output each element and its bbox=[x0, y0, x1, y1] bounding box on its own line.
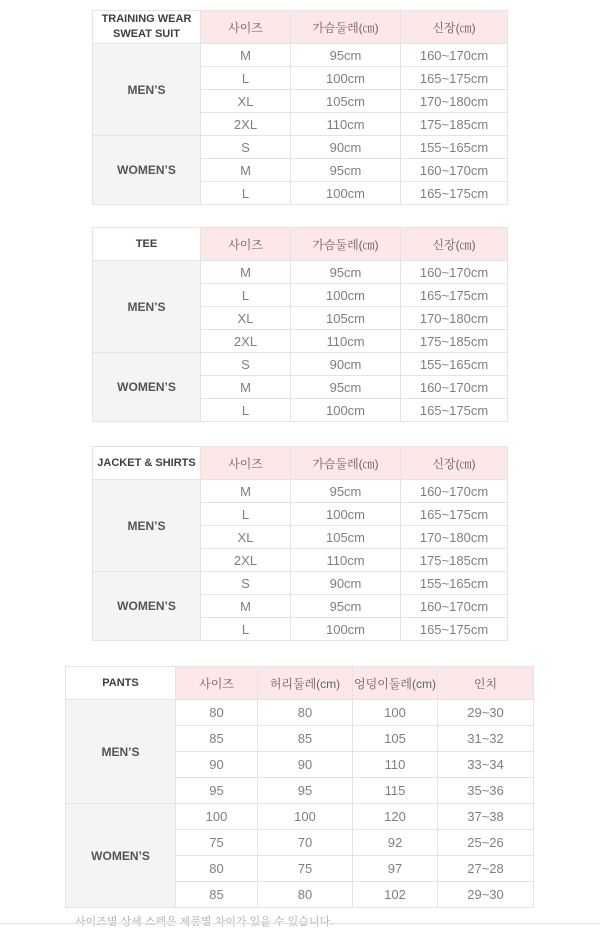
column-header-chest: 가슴둘레(㎝) bbox=[291, 11, 401, 44]
table-row bbox=[93, 44, 508, 67]
column-header-hip: 엉덩이둘레(cm) bbox=[353, 667, 438, 700]
cell-size: 2XL bbox=[201, 549, 291, 572]
cell-size: L bbox=[201, 284, 291, 307]
cell-height: 160~170cm bbox=[401, 376, 508, 399]
cell-chest: 95cm bbox=[291, 595, 401, 618]
cell-size: 85 bbox=[176, 882, 258, 908]
cell-inch: 25~26 bbox=[438, 830, 534, 856]
cell-chest: 110cm bbox=[291, 330, 401, 353]
cell-waist: 80 bbox=[258, 882, 353, 908]
cell-inch: 37~38 bbox=[438, 804, 534, 830]
column-header-waist: 허리둘레(cm) bbox=[258, 667, 353, 700]
cell-waist: 70 bbox=[258, 830, 353, 856]
cell-size: 75 bbox=[176, 830, 258, 856]
cell-hip: 120 bbox=[353, 804, 438, 830]
cell-chest: 110cm bbox=[291, 549, 401, 572]
group-cell-womens: WOMEN’S bbox=[66, 804, 176, 908]
table-header-row bbox=[93, 447, 508, 480]
cell-size: 80 bbox=[176, 856, 258, 882]
size-table-pants bbox=[65, 666, 534, 908]
cell-size: 2XL bbox=[201, 113, 291, 136]
cell-height: 165~175cm bbox=[401, 618, 508, 641]
cell-waist: 75 bbox=[258, 856, 353, 882]
cell-chest: 95cm bbox=[291, 159, 401, 182]
cell-height: 160~170cm bbox=[401, 480, 508, 503]
table-row bbox=[93, 261, 508, 284]
cell-size: 95 bbox=[176, 778, 258, 804]
group-cell-mens: MEN’S bbox=[93, 44, 201, 136]
cell-chest: 110cm bbox=[291, 113, 401, 136]
cell-height: 165~175cm bbox=[401, 284, 508, 307]
group-cell-womens: WOMEN’S bbox=[93, 136, 201, 205]
cell-height: 170~180cm bbox=[401, 90, 508, 113]
group-cell-mens: MEN’S bbox=[66, 700, 176, 804]
table-row bbox=[93, 136, 508, 159]
table-title: JACKET & SHIRTS bbox=[93, 447, 201, 480]
cell-height: 165~175cm bbox=[401, 182, 508, 205]
size-table-training-wear-sweat-suit bbox=[92, 10, 508, 205]
table-title: PANTS bbox=[66, 667, 176, 700]
cell-waist: 85 bbox=[258, 726, 353, 752]
cell-waist: 100 bbox=[258, 804, 353, 830]
table-title: TEE bbox=[93, 228, 201, 261]
cell-height: 160~170cm bbox=[401, 159, 508, 182]
cell-chest: 105cm bbox=[291, 526, 401, 549]
cell-size: L bbox=[201, 67, 291, 90]
table-row bbox=[93, 353, 508, 376]
cell-size: M bbox=[201, 376, 291, 399]
cell-hip: 92 bbox=[353, 830, 438, 856]
size-table-jacket-shirts bbox=[92, 446, 508, 641]
column-header-size: 사이즈 bbox=[201, 228, 291, 261]
column-header-height: 신장(㎝) bbox=[401, 228, 508, 261]
cell-size: XL bbox=[201, 526, 291, 549]
cell-size: 100 bbox=[176, 804, 258, 830]
cell-height: 175~185cm bbox=[401, 113, 508, 136]
cell-size: 80 bbox=[176, 700, 258, 726]
cell-hip: 100 bbox=[353, 700, 438, 726]
cell-chest: 95cm bbox=[291, 376, 401, 399]
bottom-divider bbox=[0, 923, 600, 924]
cell-size: XL bbox=[201, 90, 291, 113]
cell-size: 85 bbox=[176, 726, 258, 752]
column-header-chest: 가슴둘레(㎝) bbox=[291, 447, 401, 480]
cell-hip: 105 bbox=[353, 726, 438, 752]
cell-chest: 90cm bbox=[291, 353, 401, 376]
cell-height: 155~165cm bbox=[401, 353, 508, 376]
cell-chest: 105cm bbox=[291, 307, 401, 330]
table-row bbox=[93, 480, 508, 503]
column-header-size: 사이즈 bbox=[201, 11, 291, 44]
cell-inch: 33~34 bbox=[438, 752, 534, 778]
cell-inch: 29~30 bbox=[438, 882, 534, 908]
cell-height: 155~165cm bbox=[401, 136, 508, 159]
cell-chest: 95cm bbox=[291, 44, 401, 67]
spacer bbox=[0, 641, 600, 666]
column-header-size: 사이즈 bbox=[176, 667, 258, 700]
cell-inch: 29~30 bbox=[438, 700, 534, 726]
cell-height: 165~175cm bbox=[401, 67, 508, 90]
cell-size: S bbox=[201, 572, 291, 595]
column-header-size: 사이즈 bbox=[201, 447, 291, 480]
cell-size: L bbox=[201, 182, 291, 205]
cell-height: 165~175cm bbox=[401, 399, 508, 422]
cell-height: 165~175cm bbox=[401, 503, 508, 526]
cell-size: L bbox=[201, 503, 291, 526]
cell-size: S bbox=[201, 353, 291, 376]
cell-chest: 90cm bbox=[291, 572, 401, 595]
cell-size: 90 bbox=[176, 752, 258, 778]
cell-height: 155~165cm bbox=[401, 572, 508, 595]
cell-size: M bbox=[201, 595, 291, 618]
cell-size: M bbox=[201, 480, 291, 503]
cell-size: L bbox=[201, 399, 291, 422]
cell-chest: 95cm bbox=[291, 261, 401, 284]
table-row bbox=[66, 804, 534, 830]
cell-chest: 100cm bbox=[291, 399, 401, 422]
cell-hip: 115 bbox=[353, 778, 438, 804]
cell-height: 175~185cm bbox=[401, 549, 508, 572]
cell-chest: 100cm bbox=[291, 618, 401, 641]
cell-size: M bbox=[201, 261, 291, 284]
cell-size: S bbox=[201, 136, 291, 159]
cell-size: L bbox=[201, 618, 291, 641]
cell-height: 160~170cm bbox=[401, 261, 508, 284]
cell-height: 160~170cm bbox=[401, 595, 508, 618]
table-row bbox=[66, 700, 534, 726]
cell-chest: 90cm bbox=[291, 136, 401, 159]
cell-waist: 95 bbox=[258, 778, 353, 804]
group-cell-womens: WOMEN’S bbox=[93, 353, 201, 422]
cell-height: 170~180cm bbox=[401, 307, 508, 330]
group-cell-mens: MEN’S bbox=[93, 480, 201, 572]
group-cell-womens: WOMEN’S bbox=[93, 572, 201, 641]
cell-hip: 97 bbox=[353, 856, 438, 882]
column-header-height: 신장(㎝) bbox=[401, 447, 508, 480]
cell-size: M bbox=[201, 159, 291, 182]
cell-size: M bbox=[201, 44, 291, 67]
cell-waist: 80 bbox=[258, 700, 353, 726]
cell-inch: 31~32 bbox=[438, 726, 534, 752]
group-cell-mens: MEN’S bbox=[93, 261, 201, 353]
column-header-height: 신장(㎝) bbox=[401, 11, 508, 44]
size-spec-disclaimer: 사이즈별 상세 스펙은 제품별 차이가 있을 수 있습니다. bbox=[75, 916, 334, 928]
table-row bbox=[93, 572, 508, 595]
cell-chest: 100cm bbox=[291, 67, 401, 90]
table-header-row bbox=[66, 667, 534, 700]
cell-size: XL bbox=[201, 307, 291, 330]
column-header-inch: 인치 bbox=[438, 667, 534, 700]
cell-height: 160~170cm bbox=[401, 44, 508, 67]
cell-chest: 100cm bbox=[291, 503, 401, 526]
spacer bbox=[0, 205, 600, 227]
cell-chest: 100cm bbox=[291, 182, 401, 205]
cell-size: 2XL bbox=[201, 330, 291, 353]
table-header-row bbox=[93, 228, 508, 261]
cell-height: 170~180cm bbox=[401, 526, 508, 549]
cell-hip: 110 bbox=[353, 752, 438, 778]
cell-chest: 95cm bbox=[291, 480, 401, 503]
table-title: TRAINING WEAR SWEAT SUIT bbox=[93, 11, 201, 44]
cell-inch: 27~28 bbox=[438, 856, 534, 882]
spacer bbox=[0, 422, 600, 446]
cell-height: 175~185cm bbox=[401, 330, 508, 353]
column-header-chest: 가슴둘레(㎝) bbox=[291, 228, 401, 261]
cell-hip: 102 bbox=[353, 882, 438, 908]
table-header-row bbox=[93, 11, 508, 44]
cell-chest: 105cm bbox=[291, 90, 401, 113]
size-table-tee bbox=[92, 227, 508, 422]
cell-inch: 35~36 bbox=[438, 778, 534, 804]
cell-chest: 100cm bbox=[291, 284, 401, 307]
cell-waist: 90 bbox=[258, 752, 353, 778]
